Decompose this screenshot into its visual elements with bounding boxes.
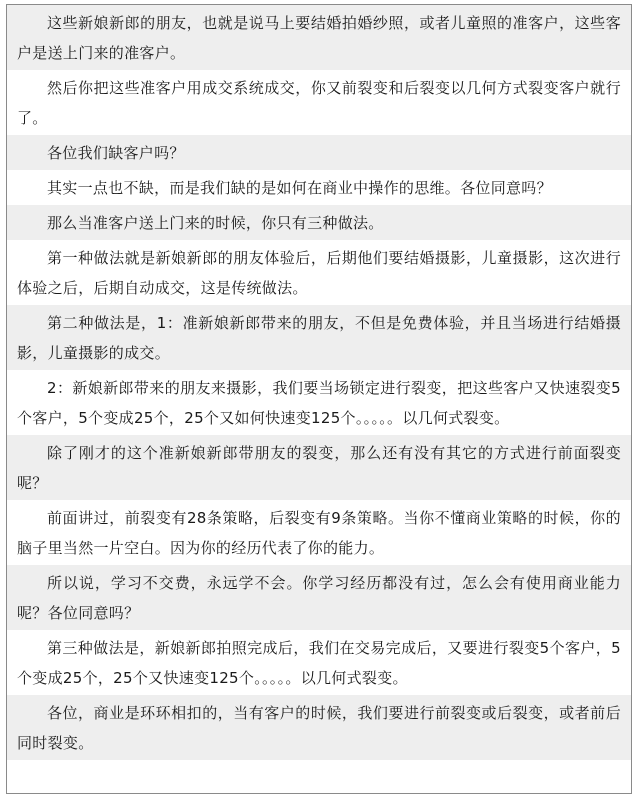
paragraph-11: 所以说，学习不交费，永远学不会。你学习经历都没有过，怎么会有使用商业能力呢？各位同意吗？ [7,565,631,630]
paragraph-4: 其实一点也不缺，而是我们缺的是如何在商业中操作的思维。各位同意吗？ [47,179,552,197]
paragraph-12: 第三种做法是，新娘新郎拍照完成后，我们在交易完成后，又要进行裂变5个客户，5个变成25个，25个又快速变125个。。。。。以几何式裂变。 [17,639,621,687]
paragraph-5: 那么当准客户送上门来的时候，你只有三种做法。 [7,205,631,240]
paragraph-3: 各位我们缺客户吗？ [7,135,631,170]
paragraph-10: 前面讲过，前裂变有28条策略，后裂变有9条策略。当你不懂商业策略的时候，你的脑子里当然一片空白。因为你的经历代表了你的能力。 [17,509,621,557]
paragraph-13: 各位，商业是环环相扣的，当有客户的时候，我们要进行前裂变或后裂变，或者前后同时裂变。 [7,695,631,760]
paragraph-1: 这些新娘新郎的朋友，也就是说马上要结婚拍婚纱照，或者儿童照的准客户，这些客户是送上门来的准客户。 [7,5,631,70]
paragraph-6: 第一种做法就是新娘新郎的朋友体验后，后期他们要结婚摄影，儿童摄影，这次进行体验之后，后期自动成交，这是传统做法。 [17,249,621,297]
paragraph-8: 2：新娘新郎带来的朋友来摄影，我们要当场锁定进行裂变，把这些客户又快速裂变5个客户，5个变成25个，25个又如何快速变125个。。。。。以几何式裂变。 [17,379,621,427]
document-page [6,4,632,794]
paragraph-7: 第二种做法是，1：准新娘新郎带来的朋友，不但是免费体验，并且当场进行结婚摄影，儿童摄影的成交。 [7,305,631,370]
paragraph-9: 除了刚才的这个准新娘新郎带朋友的裂变，那么还有没有其它的方式进行前面裂变呢？ [7,435,631,500]
paragraph-2: 然后你把这些准客户用成交系统成交，你又前裂变和后裂变以几何方式裂变客户就行了。 [17,79,621,127]
